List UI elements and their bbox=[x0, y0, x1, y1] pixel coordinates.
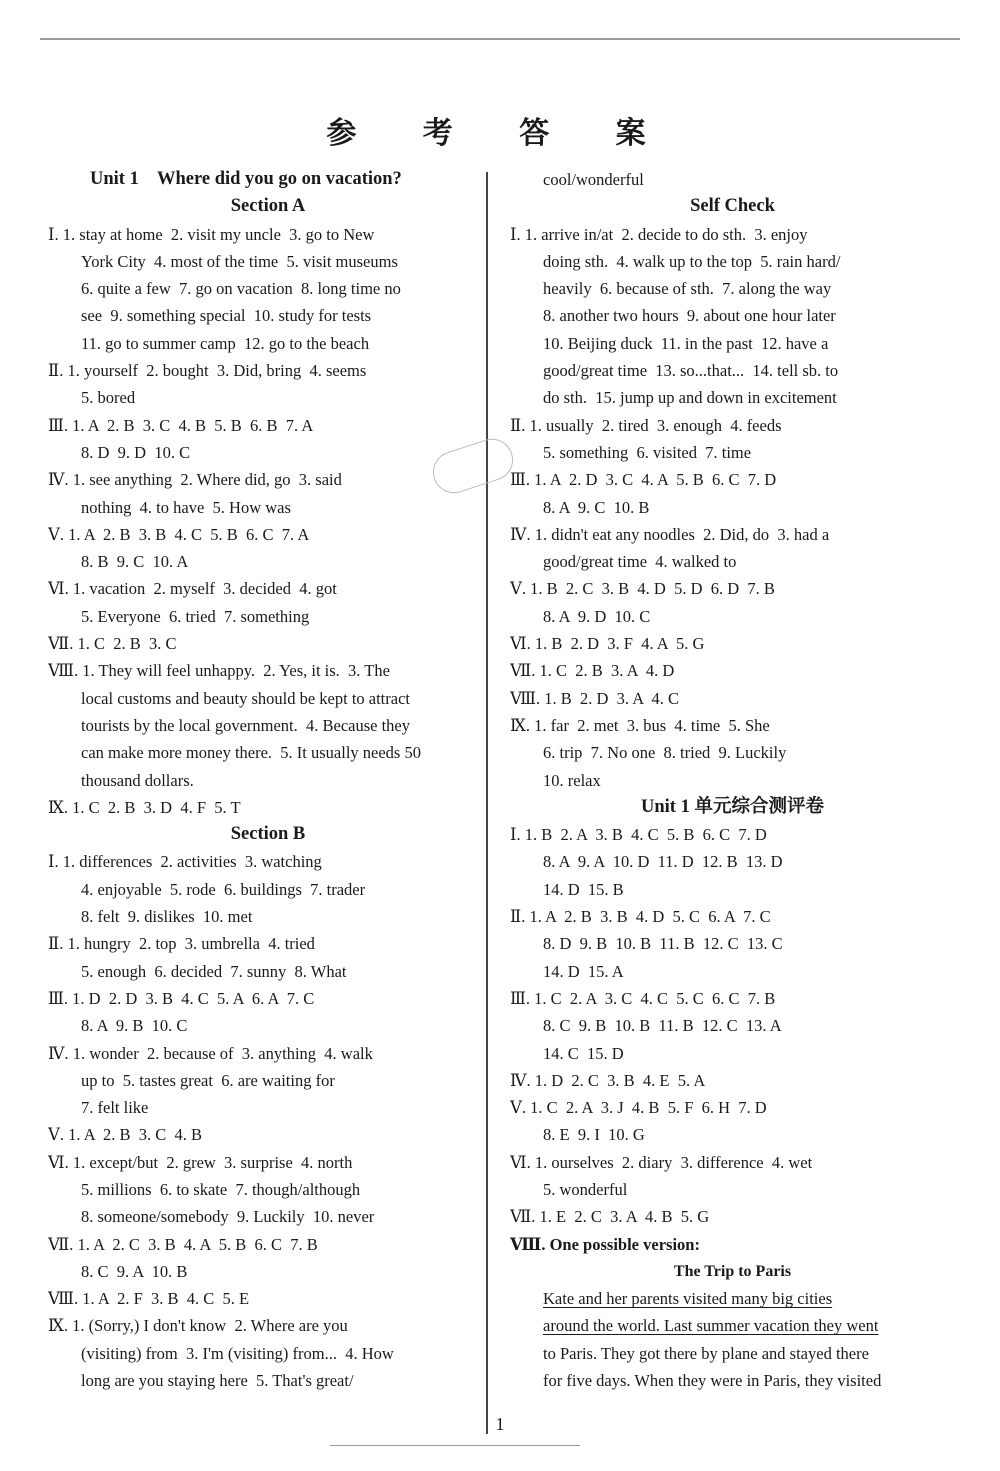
answer-line: 5. enough 6. decided 7. sunny 8. What bbox=[81, 961, 347, 981]
answer-line: Ⅶ. 1. A 2. C 3. B 4. A 5. B 6. C 7. B bbox=[48, 1234, 318, 1254]
answer-line: 14. D 15. B bbox=[543, 879, 624, 899]
answer-line: 8. A 9. C 10. B bbox=[543, 497, 650, 517]
answer-line: Ⅷ. 1. B 2. D 3. A 4. C bbox=[510, 688, 680, 708]
answer-line: Kate and her parents visited many big cities bbox=[543, 1289, 833, 1309]
answer-line: good/great time 13. so...that... 14. tell sb. to bbox=[543, 361, 839, 381]
answer-line: Ⅲ. 1. A 2. B 3. C 4. B 5. B 6. B 7. A bbox=[48, 415, 314, 435]
answer-line: Ⅰ. 1. differences 2. activities 3. watching bbox=[48, 852, 322, 872]
answer-line: tourists by the local government. 4. Because they bbox=[81, 715, 411, 735]
answer-line: Ⅵ. 1. except/but 2. grew 3. surprise 4. north bbox=[48, 1152, 353, 1172]
section-heading: Section B bbox=[230, 824, 306, 845]
answer-line: to Paris. They got there by plane and stayed there bbox=[543, 1343, 869, 1363]
answer-line: Ⅳ. 1. didn't eat any noodles 2. Did, do 3. had a bbox=[510, 524, 830, 544]
answer-line: long are you staying here 5. That's great/ bbox=[81, 1371, 354, 1391]
answer-line: 5. wonderful bbox=[543, 1179, 628, 1199]
answer-line: Ⅱ. 1. A 2. B 3. B 4. D 5. C 6. A 7. C bbox=[510, 907, 771, 927]
answer-line: 7. felt like bbox=[81, 1098, 149, 1118]
footer-rule bbox=[330, 1445, 580, 1446]
answer-line: Ⅷ. One possible version: bbox=[510, 1234, 700, 1254]
section-heading: Section A bbox=[230, 196, 306, 217]
answer-line: nothing 4. to have 5. How was bbox=[81, 497, 291, 517]
answer-line: 5. bored bbox=[81, 388, 136, 408]
answer-line: Ⅳ. 1. see anything 2. Where did, go 3. said bbox=[48, 470, 342, 490]
answer-line: 8. D 9. B 10. B 11. B 12. C 13. C bbox=[543, 934, 783, 954]
answer-line: Ⅴ. 1. A 2. B 3. C 4. B bbox=[48, 1125, 203, 1145]
answer-line: 5. Everyone 6. tried 7. something bbox=[81, 606, 310, 626]
answer-line: Ⅵ. 1. B 2. D 3. F 4. A 5. G bbox=[510, 634, 705, 654]
section-heading: Unit 1 单元综合测评卷 bbox=[641, 796, 824, 817]
answer-line: local customs and beauty should be kept to attract bbox=[81, 688, 410, 708]
answer-line: Ⅴ. 1. B 2. C 3. B 4. D 5. D 6. D 7. B bbox=[510, 579, 775, 599]
answer-line: heavily 6. because of sth. 7. along the way bbox=[543, 279, 832, 299]
answer-line: 8. D 9. D 10. C bbox=[81, 442, 191, 462]
answer-line: Ⅶ. 1. E 2. C 3. A 4. B 5. G bbox=[510, 1207, 710, 1227]
answer-line: Ⅶ. 1. C 2. B 3. C bbox=[48, 634, 177, 654]
answer-line: Ⅲ. 1. C 2. A 3. C 4. C 5. C 6. C 7. B bbox=[510, 988, 776, 1008]
answer-line: 8. felt 9. dislikes 10. met bbox=[81, 907, 253, 927]
answer-line: Ⅴ. 1. C 2. A 3. J 4. B 5. F 6. H 7. D bbox=[510, 1098, 767, 1118]
answer-line: 4. enjoyable 5. rode 6. buildings 7. trader bbox=[81, 879, 366, 899]
answer-line: 14. D 15. A bbox=[543, 961, 624, 981]
answer-line: Ⅰ. 1. arrive in/at 2. decide to do sth. 3. enjoy bbox=[510, 224, 808, 244]
answer-line: cool/wonderful bbox=[543, 170, 644, 189]
top-rule bbox=[40, 38, 960, 40]
answer-line: Ⅳ. 1. wonder 2. because of 3. anything 4. walk bbox=[48, 1043, 373, 1063]
column-divider bbox=[486, 172, 488, 1434]
answer-line: 8. A 9. D 10. C bbox=[543, 606, 651, 626]
answer-line: 8. E 9. I 10. G bbox=[543, 1125, 645, 1145]
answer-line: 8. C 9. B 10. B 11. B 12. C 13. A bbox=[543, 1016, 782, 1036]
page-number: 1 bbox=[495, 1414, 505, 1434]
unit-heading: Unit 1 Where did you go on vacation? bbox=[90, 169, 402, 189]
section-heading: Self Check bbox=[690, 196, 775, 217]
answer-line: 11. go to summer camp 12. go to the beach bbox=[81, 333, 370, 353]
answer-line: doing sth. 4. walk up to the top 5. rain hard/ bbox=[543, 251, 841, 271]
answer-line: Ⅰ. 1. B 2. A 3. B 4. C 5. B 6. C 7. D bbox=[510, 825, 767, 845]
answer-line: Ⅷ. 1. A 2. F 3. B 4. C 5. E bbox=[48, 1289, 250, 1309]
answer-line: good/great time 4. walked to bbox=[543, 552, 737, 572]
answer-line: Ⅱ. 1. usually 2. tired 3. enough 4. feeds bbox=[510, 415, 782, 435]
answer-line: do sth. 15. jump up and down in excitement bbox=[543, 388, 837, 408]
answer-line: see 9. something special 10. study for tests bbox=[81, 306, 372, 326]
answer-line: 8. someone/somebody 9. Luckily 10. never bbox=[81, 1207, 375, 1227]
answer-line: 14. C 15. D bbox=[543, 1043, 624, 1063]
right-answer-list bbox=[510, 166, 955, 1394]
answer-line: around the world. Last summer vacation they went bbox=[543, 1316, 879, 1336]
answer-line: Ⅱ. 1. yourself 2. bought 3. Did, bring 4. seems bbox=[48, 361, 367, 381]
answer-line: thousand dollars. bbox=[81, 770, 194, 790]
answer-line: Ⅸ. 1. far 2. met 3. bus 4. time 5. She bbox=[510, 715, 770, 735]
answer-line: 6. trip 7. No one 8. tried 9. Luckily bbox=[543, 743, 787, 763]
answer-line: Ⅸ. 1. (Sorry,) I don't know 2. Where are you bbox=[48, 1316, 348, 1336]
answer-line: Ⅲ. 1. D 2. D 3. B 4. C 5. A 6. A 7. C bbox=[48, 988, 315, 1008]
left-answer-list bbox=[48, 193, 488, 1394]
answer-line: 8. another two hours 9. about one hour later bbox=[543, 306, 836, 326]
answer-line: 8. A 9. A 10. D 11. D 12. B 13. D bbox=[543, 852, 783, 872]
answer-line: Ⅶ. 1. C 2. B 3. A 4. D bbox=[510, 661, 675, 681]
answer-line: 5. something 6. visited 7. time bbox=[543, 442, 752, 462]
answer-line: Ⅱ. 1. hungry 2. top 3. umbrella 4. tried bbox=[48, 934, 315, 954]
answer-line: 8. A 9. B 10. C bbox=[81, 1016, 188, 1036]
answer-line: Ⅸ. 1. C 2. B 3. D 4. F 5. T bbox=[48, 797, 241, 817]
answer-line: The Trip to Paris bbox=[673, 1262, 792, 1280]
answer-line: can make more money there. 5. It usually needs 50 bbox=[81, 743, 421, 763]
answer-line: Ⅲ. 1. A 2. D 3. C 4. A 5. B 6. C 7. D bbox=[510, 470, 777, 490]
answer-line: Ⅰ. 1. stay at home 2. visit my uncle 3. go to New bbox=[48, 224, 375, 244]
answer-line: 8. B 9. C 10. A bbox=[81, 552, 189, 572]
answer-line: 8. C 9. A 10. B bbox=[81, 1261, 188, 1281]
answer-line: for five days. When they were in Paris, they visited bbox=[543, 1371, 882, 1391]
answer-line: Ⅴ. 1. A 2. B 3. B 4. C 5. B 6. C 7. A bbox=[48, 524, 310, 544]
answer-line: 5. millions 6. to skate 7. though/although bbox=[81, 1179, 361, 1199]
answer-line: 6. quite a few 7. go on vacation 8. long time no bbox=[81, 279, 401, 299]
answer-line: York City 4. most of the time 5. visit museums bbox=[81, 251, 398, 271]
answer-line: Ⅷ. 1. They will feel unhappy. 2. Yes, it is. 3. The bbox=[48, 661, 390, 681]
answer-line: Ⅵ. 1. ourselves 2. diary 3. difference 4. wet bbox=[510, 1152, 813, 1172]
answer-line: (visiting) from 3. I'm (visiting) from... 4. How bbox=[81, 1343, 394, 1363]
page-title: 参 考 答 案 bbox=[326, 116, 674, 151]
left-column bbox=[48, 166, 488, 1394]
answer-line: Ⅵ. 1. vacation 2. myself 3. decided 4. got bbox=[48, 579, 337, 599]
answer-line: Ⅳ. 1. D 2. C 3. B 4. E 5. A bbox=[510, 1070, 706, 1090]
answer-line: up to 5. tastes great 6. are waiting for bbox=[81, 1070, 335, 1090]
answer-line: 10. relax bbox=[543, 770, 601, 790]
site-watermark-logo bbox=[890, 1410, 990, 1468]
answer-line: 10. Beijing duck 11. in the past 12. have a bbox=[543, 333, 829, 353]
right-column bbox=[510, 166, 955, 1394]
